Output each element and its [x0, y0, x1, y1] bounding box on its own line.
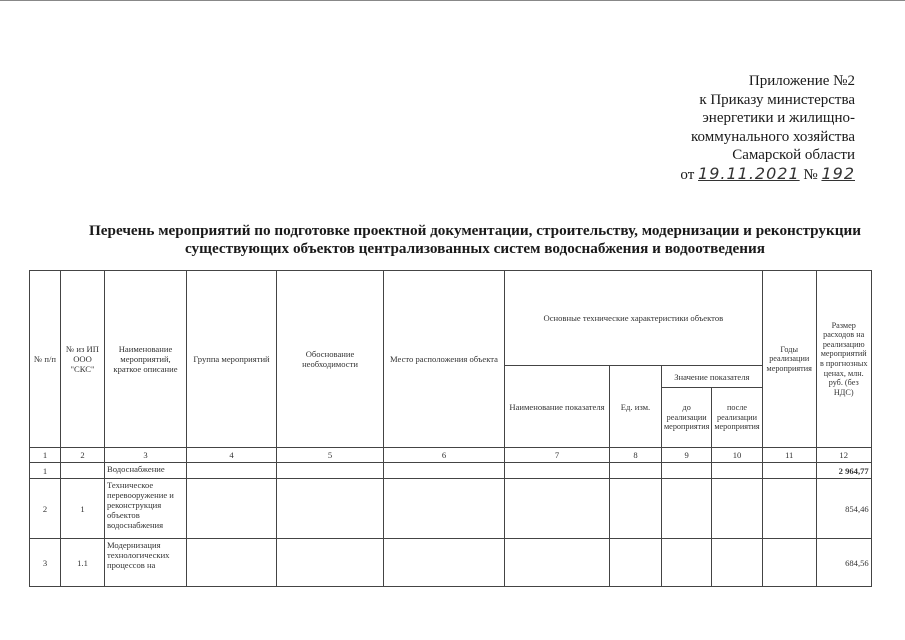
col-number: 9: [662, 448, 712, 463]
row-num: 3: [30, 539, 61, 587]
row-cost: 2 964,77: [816, 463, 871, 479]
col-number: 4: [187, 448, 277, 463]
empty-cell: [277, 539, 384, 587]
col-number: 6: [384, 448, 505, 463]
header-tech: Основные технические характеристики объектов: [505, 271, 763, 366]
empty-cell: [187, 479, 277, 539]
empty-cell: [662, 479, 712, 539]
empty-cell: [610, 463, 662, 479]
empty-cell: [384, 479, 505, 539]
header-unit: Ед. изм.: [610, 366, 662, 448]
col-number: 3: [105, 448, 187, 463]
handwritten-date: 19.11.2021: [698, 163, 800, 183]
empty-cell: [187, 539, 277, 587]
handwritten-number: 192: [821, 163, 855, 183]
empty-cell: [505, 463, 610, 479]
header-after: после реализации мероприятия: [712, 388, 762, 448]
appendix-line: Приложение №2: [748, 73, 855, 89]
header-indicator-name: Наименование показателя: [505, 366, 610, 448]
header-indicator-value: Значение показателя: [662, 366, 763, 388]
header-row-1: [30, 271, 872, 366]
empty-cell: [762, 539, 816, 587]
empty-cell: [505, 479, 610, 539]
column-number-row: [30, 448, 872, 463]
row-cost: 854,46: [816, 479, 871, 539]
row-name: Техническое перевооружение и реконструкция объектов водоснабжения: [105, 479, 187, 539]
row-ip: 1.1: [61, 539, 105, 587]
title-line-1: Перечень мероприятий по подготовке проектной документации, строительству, модернизации и реконструкции: [88, 222, 862, 239]
empty-cell: [384, 539, 505, 587]
empty-cell: [610, 539, 662, 587]
col-number: 1: [30, 448, 61, 463]
col-number: 11: [762, 448, 816, 463]
appendix-line: энергетики и жилищно-: [702, 110, 855, 126]
col-number: 2: [61, 448, 105, 463]
row-num: 2: [30, 479, 61, 539]
appendix-block: [680, 72, 855, 184]
measures-table: [29, 270, 872, 587]
page-top-edge: [0, 0, 905, 1]
appendix-line: к Приказу министерства: [699, 91, 855, 108]
row-name: Водоснабжение: [105, 463, 187, 479]
appendix-date-line: [680, 165, 855, 185]
col-number: 12: [816, 448, 871, 463]
table-row: [30, 463, 872, 479]
header-cost: Размер расходов на реализацию мероприятий в прогнозных ценах, млн. руб. (без НДС): [816, 271, 871, 448]
empty-cell: [662, 463, 712, 479]
header-name: Наименование мероприятий, краткое описание: [105, 271, 187, 448]
appendix-line: коммунального хозяйства: [691, 128, 855, 145]
row-ip: 1: [61, 479, 105, 539]
header-justification: Обоснование необходимости: [277, 271, 384, 448]
appendix-line: Самарской области: [732, 147, 855, 163]
empty-cell: [277, 463, 384, 479]
document-title: [60, 222, 890, 258]
empty-cell: [277, 479, 384, 539]
col-number: 8: [610, 448, 662, 463]
empty-cell: [187, 463, 277, 479]
empty-cell: [712, 463, 762, 479]
row-name: Модернизация технологических процессов на: [105, 539, 187, 587]
empty-cell: [762, 463, 816, 479]
header-before: до реализации мероприятия: [662, 388, 712, 448]
empty-cell: [762, 479, 816, 539]
row-num: 1: [30, 463, 61, 479]
header-ip-num: № из ИП ООО "СКС": [61, 271, 105, 448]
date-prefix: от: [680, 166, 695, 183]
table-row: [30, 539, 872, 587]
empty-cell: [610, 479, 662, 539]
col-number: 5: [277, 448, 384, 463]
header-years: Годы реализации мероприятия: [762, 271, 816, 448]
col-number: 7: [505, 448, 610, 463]
header-location: Место расположения объекта: [384, 271, 505, 448]
title-line-2: существующих объектов централизованных систем водоснабжения и водоотведения: [185, 240, 765, 257]
empty-cell: [384, 463, 505, 479]
number-sign: №: [803, 166, 818, 183]
empty-cell: [505, 539, 610, 587]
empty-cell: [712, 479, 762, 539]
row-ip: [61, 463, 105, 479]
col-number: 10: [712, 448, 762, 463]
header-num: № п/п: [30, 271, 61, 448]
row-cost: 684,56: [816, 539, 871, 587]
empty-cell: [662, 539, 712, 587]
empty-cell: [712, 539, 762, 587]
table-row: [30, 479, 872, 539]
header-group: Группа мероприятий: [187, 271, 277, 448]
